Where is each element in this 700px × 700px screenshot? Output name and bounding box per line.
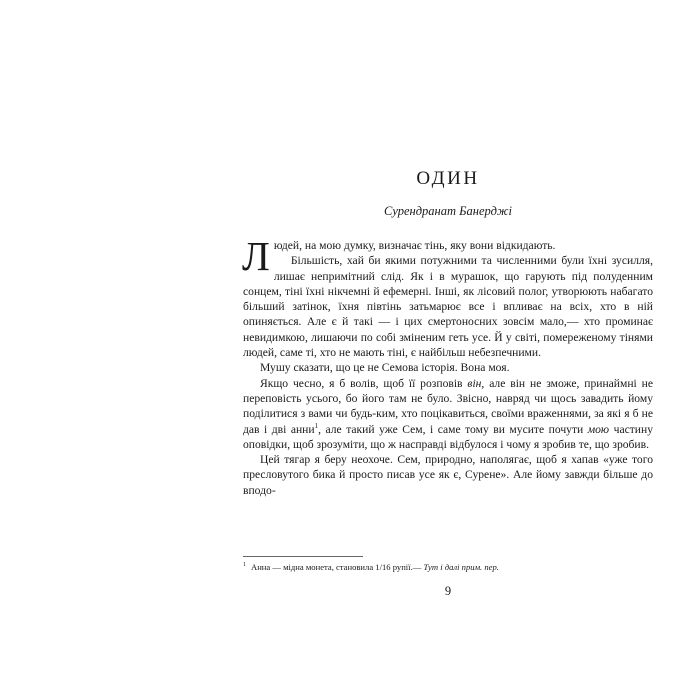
paragraph-4	[243, 376, 653, 452]
emphasis-he: він	[467, 376, 482, 390]
paragraph-4-part-a: Якщо чесно, я б волів, щоб її розповів	[260, 376, 468, 390]
footnote	[243, 560, 653, 573]
paragraph-1	[242, 233, 653, 279]
footnote-text: Анна — мідна монета, становила 1/16 рупії.—	[251, 561, 424, 572]
footnote-divider	[243, 556, 363, 557]
body-text	[242, 233, 654, 498]
book-page	[243, 0, 653, 700]
chapter-title: ОДИН	[416, 168, 480, 189]
footnote-translator-note: Тут і далі прим. пер.	[423, 561, 499, 572]
paragraph-4-part-b: , але він не зможе, принаймні не переповість усього, бо його там не було. Звісно, навряд чи щось завадить йому поділитися з вами чи будь-ким, хто поцікавиться, своїми враженнями, за які я б не дав і дві анни	[243, 376, 653, 436]
page-number: 9	[444, 584, 452, 598]
paragraph-2: Більшість, хай би якими потужними та численними були їхні зусилля, лишає непримітний слід. Як і в мурашок, що гарують під полуденним сонцем, тіні їхні нікчемні й ефемерні. Інші, як лісовий полог, утворюють набагато більший затінок, їхня півтінь затьмарює все і впливає на всіх, хто в ній опиняється. Але є й такі — і цих смертоносних зовсім мало,— хто проминає невидимкою, лишаючи по собі зміненим геть усе. Й у світі, помереженому тінями людей, саме ті, хто не мають тіні, є найбільш небезпечними.	[243, 254, 653, 360]
drop-cap: Л	[242, 233, 270, 279]
paragraph-1-text: юдей, на мою думку, визначає тінь, яку вони відкидають.	[273, 239, 556, 252]
emphasis-my: мою	[587, 422, 610, 436]
paragraph-4-part-d: частину оповідки, щоб зрозуміти, що ж насправді відбулося і чому я зробив те, що зробив.	[243, 422, 654, 451]
paragraph-4-part-c: , але такий уже Сем, і саме тому ви мусите почути	[318, 422, 588, 436]
footnote-reference[interactable]: 1	[314, 421, 319, 430]
chapter-author: Сурендранат Банерджі	[383, 204, 513, 218]
paragraph-3: Мушу сказати, що це не Семова історія. Вона моя.	[260, 361, 510, 375]
footnote-marker: 1	[243, 562, 246, 568]
paragraph-5: Цей тягар я беру неохоче. Сем, природно, наполягає, щоб я хапав «уже того пресловутого бика й просто писав усе як є, Сурене». Але йому завжди більше до вподо-	[243, 453, 653, 497]
